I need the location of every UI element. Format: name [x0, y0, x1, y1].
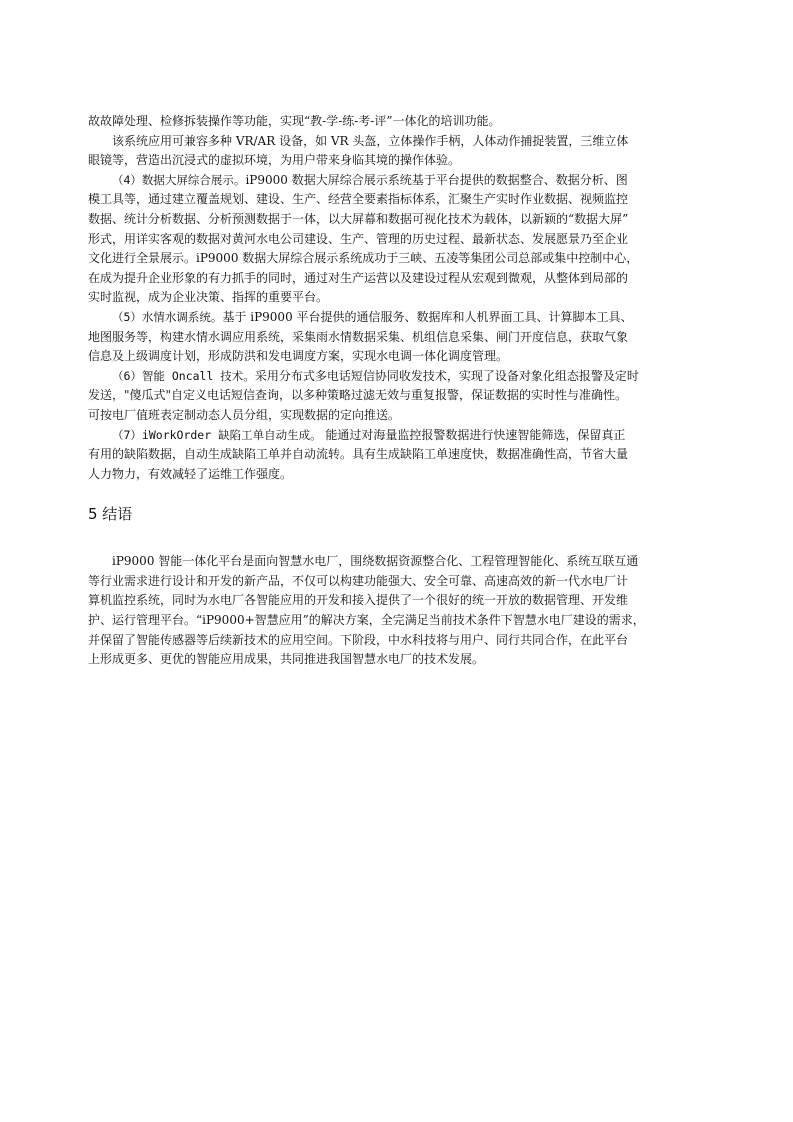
- text-line: [88, 308, 712, 328]
- text-line: 故故障处理、检修拆装操作等功能，实现“教-学-练-考-评”一体化的培训功能。: [88, 114, 501, 128]
- text-line: 可按电厂值班表定制动态人员分组，实现数据的定向推送。: [88, 407, 401, 422]
- text-run: 能通过对海量监控报警数据进行快速智能筛选，保留真正: [321, 427, 626, 442]
- section-5-heading: 5 结语: [88, 505, 133, 524]
- item-7-paragraph: [88, 426, 712, 485]
- text-line: 模工具等，通过建立覆盖规划、建设、生产、经营全要素指标体系，汇聚生产实时作业数据、视频监控: [88, 192, 629, 207]
- text-line: [88, 426, 712, 446]
- text-run: 基于 iP9000 平台提供的通信服务、数据库和人机界面工具、计算脚本工具、: [222, 309, 633, 324]
- text-line: [88, 171, 712, 191]
- item-5-label: （5）水情水调系统。: [112, 309, 223, 324]
- item-7-label: （7）iWorkOrder 缺陷工单自动生成。: [112, 427, 322, 442]
- text-line: 形式，用详实客观的数据对黄河水电公司建设、生产、管理的历史过程、最新状态、发展愿景乃至企业: [88, 231, 629, 246]
- document-body: [88, 112, 712, 670]
- text-line: 该系统应用可兼容多种 VR/AR 设备，如 VR 头盔，立体操作手柄，人体动作捕捉装置，三维立体: [112, 133, 629, 148]
- text-line: [88, 367, 712, 387]
- text-line: 信息及上级调度计划，形成防洪和发电调度方案，实现水电调一体化调度管理。: [88, 349, 509, 364]
- text-line: 发送，"傻瓜式"自定义电话短信查询，以多种策略过滤无效与重复报警，保证数据的实时性与准确性。: [88, 388, 628, 403]
- text-line: 算机监控系统，同时为水电厂各智能应用的开发和接入提供了一个很好的统一开放的数据管理、开发维: [88, 593, 629, 608]
- text-line: 眼镜等，营造出沉浸式的虚拟环境，为用户带来身临其境的操作体验。: [88, 153, 461, 168]
- text-line: 文化进行全景展示。iP9000 数据大屏综合展示系统成功于三峡、五凌等集团公司总部或集中控制中心，: [88, 251, 639, 266]
- item-6-paragraph: [88, 367, 712, 426]
- text-line: 人力物力，有效减轻了运维工作强度。: [88, 466, 293, 481]
- text-line: 并保留了智能传感器等后续新技术的应用空间。下阶段，中水科技将与用户、同行共同合作，在此平台: [88, 632, 629, 647]
- item-4-label: （4）数据大屏综合展示。: [112, 172, 246, 187]
- text-line: 地图服务等，构建水情水调应用系统，采集雨水情数据采集、机组信息采集、闸门开度信息，获取气象: [88, 329, 629, 344]
- text-line: 等行业需求进行设计和开发的新产品，不仅可以构建功能强大、安全可靠、高速高效的新一代水电厂计: [88, 573, 629, 588]
- text-line: 有用的缺陷数据，自动生成缺陷工单并自动流转。具有生成缺陷工单速度快，数据准确性高，节省大量: [88, 447, 629, 462]
- text-run: 采用分布式多电话短信协同收发技术，实现了设备对象化组态报警及定时: [254, 368, 639, 383]
- text-line: 实时监视，成为企业决策、指挥的重要平台。: [88, 290, 329, 305]
- text-line: 数据、统计分析数据、分析预测数据于一体，以大屏幕和数据可视化技术为载体，以新颖的“数据大屏”: [88, 211, 629, 226]
- conclusion-paragraph: [88, 552, 712, 670]
- item-6-label: （6）智能 Oncall 技术。: [112, 368, 255, 383]
- text-line: iP9000 智能一体化平台是面向智慧水电厂，围绕数据资源整合化、工程管理智能化、系统互联互通: [112, 554, 639, 569]
- text-line: 护、运行管理平台。“iP9000+智慧应用”的解决方案，全完满足当前技术条件下智慧水电厂建设的需求，: [88, 613, 645, 628]
- intro-paragraph: [88, 112, 712, 171]
- text-line: 上形成更多、更优的智能应用成果，共同推进我国智慧水电厂的技术发展。: [88, 652, 485, 667]
- text-line: 在成为提升企业形象的有力抓手的同时，通过对生产运营以及建设过程从宏观到微观，从整体到局部的: [88, 270, 629, 285]
- item-5-paragraph: [88, 308, 712, 367]
- text-run: iP9000 数据大屏综合展示系统基于平台提供的数据整合、数据分析、图: [245, 172, 628, 187]
- item-4-paragraph: [88, 171, 712, 308]
